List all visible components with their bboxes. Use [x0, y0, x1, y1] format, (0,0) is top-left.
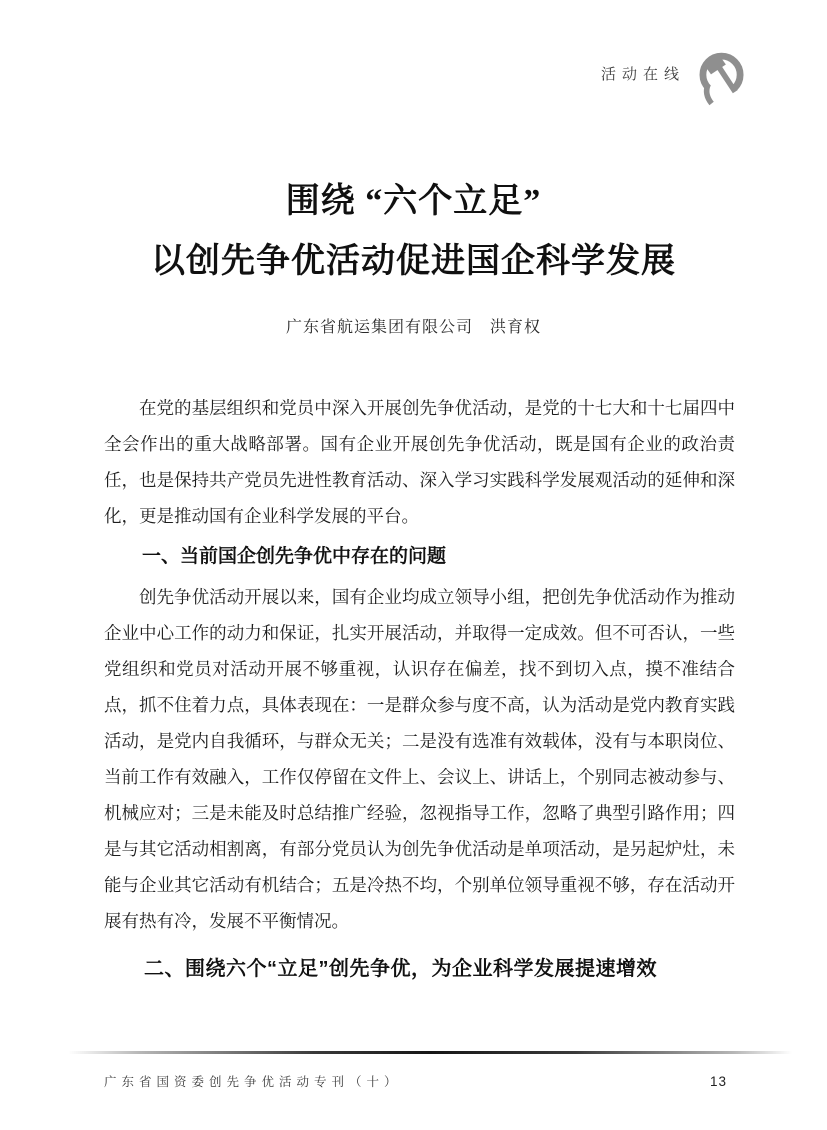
section-heading-2: 二、围绕六个“立足”创先争优，为企业科学发展提速增效: [144, 958, 657, 980]
paragraph-intro: 在党的基层组织和党员中深入开展创先争优活动，是党的十七大和十七届四中全会作出的重大战略部署。国有企业开展创先争优活动，既是国有企业的政治责任，也是保持共产党员先进性教育活动、深入学习实践科学发展观活动的延伸和深化，更是推动国有企业科学发展的平台。: [104, 398, 735, 526]
paragraph-problems: 创先争优活动开展以来，国有企业均成立领导小组，把创先争优活动作为推动企业中心工作的动力和保证，扎实开展活动，并取得一定成效。但不可否认，一些党组织和党员对活动开展不够重视，认识存在偏差，找不到切入点，摸不准结合点，抓不住着力点，具体表现在：一是群众参与度不高，认为活动是党内教育实践活动，是党内自我循环，与群众无关；二是没有选准有效载体，没有与本职岗位、当前工作有效融入，工作仅停留在文件上、会议上、讲话上，个别同志被动参与、机械应对；三是未能及时总结推广经验，忽视指导工作，忽略了典型引路作用；四是与其它活动相割离，有部分党员认为创先争优活动是单项活动，是另起炉灶，未能与企业其它活动有机结合；五是冷热不均，个别单位领导重视不够，存在活动开展有热有冷，发展不平衡情况。: [104, 587, 735, 931]
party-emblem-icon: [693, 44, 755, 106]
article-title-line2: 以创先争优活动促进国企科学发展: [151, 243, 676, 280]
section-label: 活动在线: [600, 65, 685, 83]
article-title-line1: 围绕 “六个立足”: [285, 183, 542, 220]
masthead: [601, 44, 755, 106]
footer-journal-title: 广东省国资委创先争优活动专刊（十）: [104, 1075, 402, 1089]
footer-page-number: 13: [709, 1074, 727, 1089]
byline: 广东省航运集团有限公司 洪育权: [285, 319, 541, 336]
section-heading-1: 一、当前国企创先争优中存在的问题: [142, 546, 447, 567]
footer-divider: [68, 1051, 792, 1054]
article-title: [0, 172, 827, 292]
page-footer: [0, 1072, 827, 1090]
article-body: [0, 390, 827, 987]
